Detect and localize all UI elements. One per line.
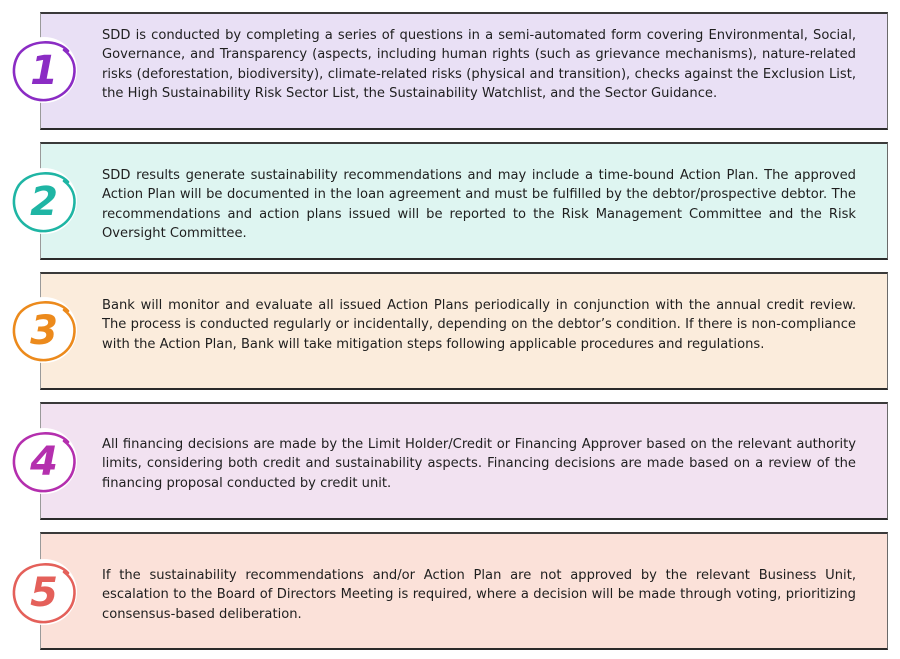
step-description: SDD results generate sustainability recommendations and may include a time-bound Action Plan. The approved Action Plan will be documented in the loan agreement and must be fulfilled by the debtor/prospective debtor. The recommendations and action plans issued will be reported to the Risk Management Committee and the Risk Oversight Committee.: [102, 168, 856, 241]
step-description: All financing decisions are made by the Limit Holder/Credit or Financing Approver based on the relevant authority limits, considering both credit and sustainability aspects. Financing decisions are made based on a review of the financing proposal conducted by credit unit.: [102, 437, 856, 491]
step-number-badge: [8, 425, 80, 497]
step-description: Bank will monitor and evaluate all issued Action Plans periodically in conjunction with the annual credit review. The process is conducted regularly or incidentally, depending on the debtor’s condition. If there is non-compliance with the Action Plan, Bank will take mitigation steps following applicable procedures and regulations.: [102, 298, 856, 352]
step-number: 2: [30, 179, 58, 225]
step-2: [0, 142, 900, 260]
step-number: 1: [30, 48, 58, 94]
step-1: [0, 12, 900, 130]
step-number: 3: [30, 308, 58, 354]
step-number: 4: [30, 439, 58, 485]
step-number-badge: [8, 165, 80, 237]
step-3: [0, 272, 900, 390]
step-number-badge: [8, 294, 80, 366]
step-number-badge: [8, 34, 80, 106]
step-description: If the sustainability recommendations and/or Action Plan are not approved by the relevant Business Unit, escalation to the Board of Directors Meeting is required, where a decision will be made through voting, prioritizing consensus-based deliberation.: [102, 568, 856, 622]
step-description: SDD is conducted by completing a series of questions in a semi-automated form covering Environmental, Social, Governance, and Transparency (aspects, including human rights (such as grievance mechanisms), nature-related risks (deforestation, biodiversity), climate-related risks (physical and transition), checks against the Exclusion List, the High Sustainability Risk Sector List, the Sustainability Watchlist, and the Sector Guidance.: [102, 28, 856, 101]
step-5: [0, 532, 900, 650]
step-number-badge: [8, 556, 80, 628]
step-number: 5: [30, 570, 58, 616]
step-4: [0, 402, 900, 520]
